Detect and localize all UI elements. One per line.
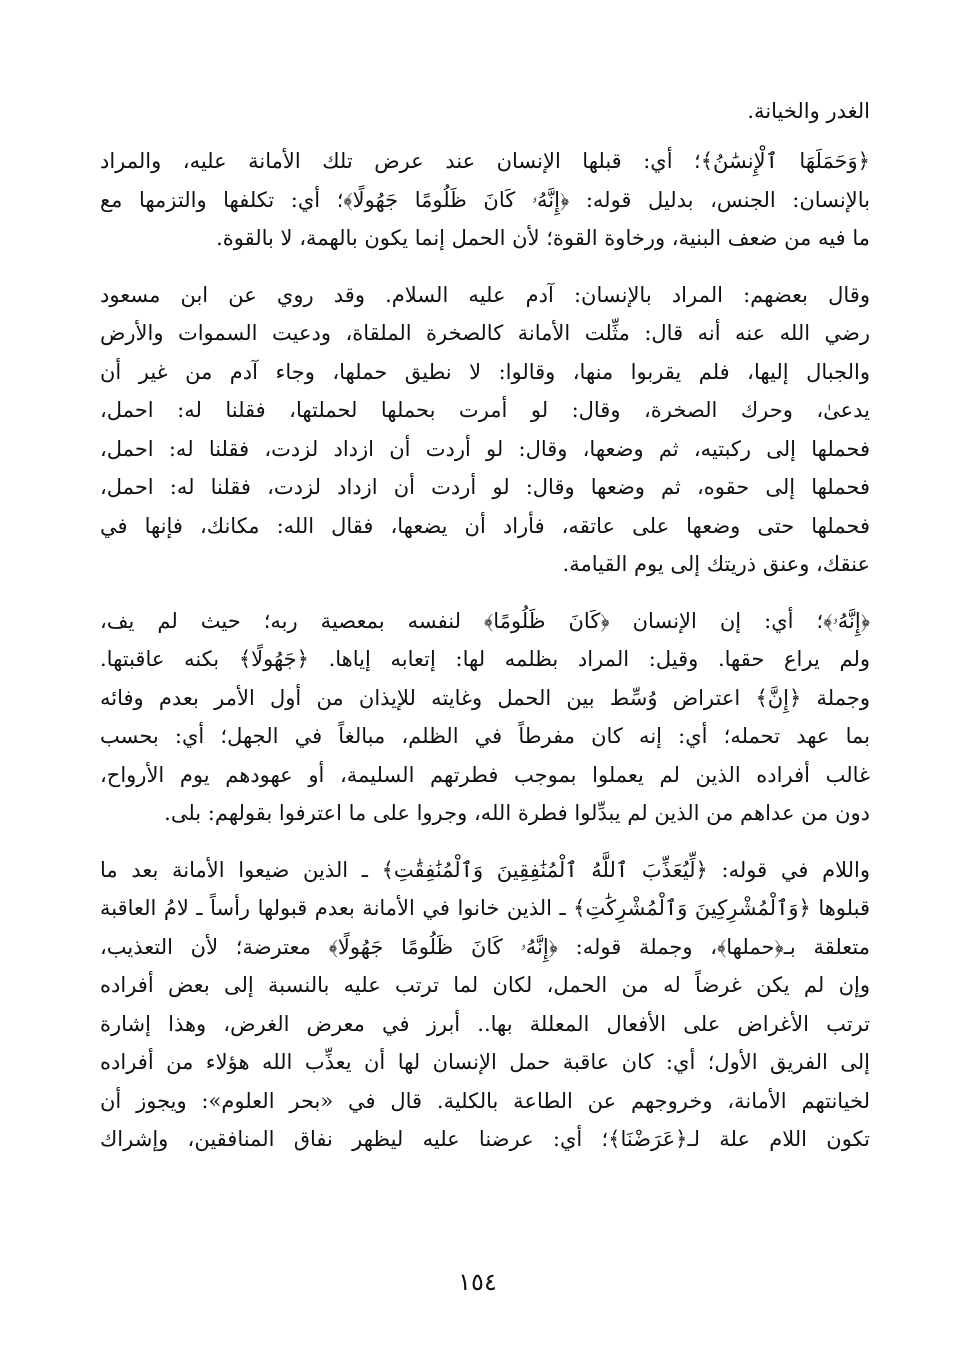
text-line: وقال بعضهم: المراد بالإنسان: آدم عليه السلام. وقد روي عن ابن مسعود [100,282,870,307]
text-line: تكون اللام علة لـ﴿عَرَضْنَا﴾؛ أي: عرضنا عليه ليظهر نفاق المنافقين، وإشراك [100,1127,870,1151]
text-line: بما عهد تحمله؛ أي: إنه كان مفرطاً في الظلم، مبالغاً في الجهل؛ أي: بحسب [100,724,870,748]
text-line: ما فيه من ضعف البنية، ورخاوة القوة؛ لأن الحمل إنما يكون بالهمة، لا بالقوة. [216,226,870,250]
text-line: عنقك، وعنق ذريتك إلى يوم القيامة. [562,552,870,576]
text-line: رضي الله عنه أنه قال: مثِّلت الأمانة كالصخرة الملقاة، ودعيت السموات والأرض [100,321,870,345]
text-line: ﴿وَحَمَلَهَا ٱلْإِنسَٰنُ﴾؛ أي: قبلها الإنسان عند عرض تلك الأمانة عليه، والمراد [100,149,870,173]
text-line: ولم يراع حقها. وقيل: المراد بظلمه لها: إتعابه إياها. ﴿جَهُولًا﴾ بكنه عاقبتها. [100,647,870,671]
text-line: والجبال إليها، فلم يقربوا منها، وقالوا: لا نطيق حملها، وجاء آدم من غير أن [100,359,870,384]
paragraph-4 [100,851,870,1159]
text-line: دون من عداهم من الذين لم يبدِّلوا فطرة الله، وجروا على ما اعترفوا بقولهم: بلى. [164,801,870,825]
text-line: قبلوها ﴿وَٱلْمُشْرِكِينَ وَٱلْمُشْرِكَٰتِ﴾ ـ الذين خانوا في الأمانة بعدم قبولها رأساً ـ لامُ العاقبة [100,896,870,920]
text-line: إلى الفريق الأول؛ أي: كان عاقبة حمل الإنسان لها أن يعذِّب الله هؤلاء من أفراده [100,1050,870,1074]
continuation-line: الغدر والخيانة. [747,99,870,123]
text-line: وإن لم يكن غرضاً له من الحمل، لكان لما ترتب عليه بالنسبة إلى بعض أفراده [100,973,870,997]
text-line: وجملة ﴿إِنَّ﴾ اعتراض وُسِّط بين الحمل وغايته للإيذان من أول الأمر بعدم وفائه [100,685,870,710]
text-line: واللام في قوله: ﴿لِّيُعَذِّبَ ٱللَّهُ ٱلْمُنَٰفِقِينَ وَٱلْمُنَٰفِقَٰتِ﴾ ـ الذين ضيعوا الأمانة بعد ما [100,857,870,882]
text-line: بالإنسان: الجنس، بدليل قوله: ﴿إِنَّهُۥ كَانَ ظَلُومًا جَهُولًا﴾؛ أي: تكلفها والتزمها مع [100,187,870,212]
text-line: ﴿إِنَّهُۥ﴾؛ أي: إن الإنسان ﴿كَانَ ظَلُومًا﴾ لنفسه بمعصية ربه؛ حيث لم يف، [100,608,870,633]
page-number: ١٥٤ [458,1268,497,1296]
text-line: متعلقة بـ﴿حملها﴾، وجملة قوله: ﴿إِنَّهُۥ كَانَ ظَلُومًا جَهُولًا﴾ معترضة؛ لأن التعذيب، [100,934,870,959]
paragraph-1 [100,142,870,258]
page-body [100,92,870,1177]
text-line: لخيانتهم الأمانة، وخروجهم عن الطاعة بالكلية. قال في «بحر العلوم»: ويجوز أن [100,1088,870,1113]
text-line: فحملها إلى ركبتيه، ثم وضعها، وقال: لو أردت أن ازداد لزدت، فقلنا له: احمل، [100,436,870,461]
text-line: فحملها إلى حقوه، ثم وضعها وقال: لو أردت أن ازداد لزدت، فقلنا له: احمل، [100,475,870,499]
text-line: ترتب الأغراض على الأفعال المعللة بها.. أبرز في معرض الغرض، وهذا إشارة [100,1011,870,1036]
text-line: يدعىٰ، وحرك الصخرة، وقال: لو أمرت بحملها لحملتها، فقلنا له: احمل، [100,398,870,422]
paragraph-3 [100,602,870,833]
paragraph-2 [100,276,870,584]
text-line: غالب أفراده الذين لم يعملوا بموجب فطرتهم السليمة، أو عهودهم يوم الأرواح، [100,762,870,787]
text-line: فحملها حتى وضعها على عاتقه، فأراد أن يضعها، فقال الله: مكانك، فإنها في [100,513,870,538]
